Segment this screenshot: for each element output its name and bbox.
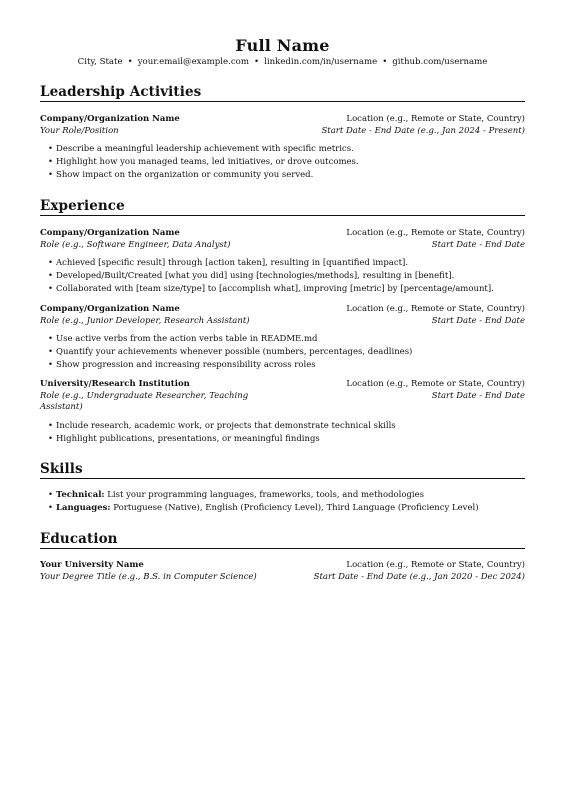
- entry-role: Role (e.g., Junior Developer, Research Assistant): [40, 315, 250, 326]
- list-item: • Highlight publications, presentations, or meaningful findings: [48, 433, 533, 446]
- leadership-entry: [40, 114, 525, 137]
- bullet-separator: •: [382, 57, 388, 67]
- contact-email[interactable]: your.email@example.com: [137, 57, 250, 67]
- leadership-bullets: [40, 143, 533, 182]
- skill-label: Technical:: [56, 490, 105, 500]
- entry-org: Company/Organization Name: [40, 114, 180, 124]
- experience-entry: [40, 228, 525, 251]
- entry-dates: Start Date - End Date: [431, 239, 525, 250]
- entry-location: Location (e.g., Remote or State, Country): [346, 379, 525, 389]
- list-item: • Quantify your achievements whenever possible (numbers, percentages, deadlines): [48, 346, 533, 359]
- skills-list: [40, 489, 533, 515]
- bullet-separator: •: [254, 57, 260, 67]
- experience-bullets: [40, 420, 533, 446]
- entry-location: Location (e.g., Remote or State, Country): [346, 228, 525, 238]
- bullet-separator: •: [127, 57, 133, 67]
- list-item: • Use active verbs from the action verbs table in README.md: [48, 333, 533, 346]
- education-entry: [40, 560, 525, 583]
- entry-role: Role (e.g., Undergraduate Researcher, Teaching Assistant): [40, 390, 249, 412]
- entry-org: Company/Organization Name: [40, 304, 180, 314]
- full-name: Full Name: [235, 36, 330, 55]
- entry-org: University/Research Institution: [40, 379, 190, 389]
- entry-dates: Start Date - End Date (e.g., Jan 2024 - Present): [321, 125, 525, 136]
- entry-role: Role (e.g., Software Engineer, Data Analyst): [40, 239, 231, 250]
- list-item: • Achieved [specific result] through [action taken], resulting in [quantified impact].: [48, 257, 533, 270]
- list-item: • Show progression and increasing responsibility across roles: [48, 359, 533, 372]
- section-title-skills: Skills: [40, 461, 525, 479]
- experience-entry: [40, 304, 525, 327]
- experience-bullets: [40, 257, 533, 296]
- list-item: • Include research, academic work, or projects that demonstrate technical skills: [48, 420, 533, 433]
- list-item: [48, 502, 533, 515]
- section-title-leadership: Leadership Activities: [40, 84, 525, 102]
- contact-github[interactable]: github.com/username: [392, 57, 488, 67]
- experience-bullets: [40, 333, 533, 372]
- entry-degree: Your Degree Title (e.g., B.S. in Computer Science): [40, 571, 257, 582]
- entry-role: Your Role/Position: [40, 125, 119, 136]
- entry-school: Your University Name: [40, 560, 144, 570]
- list-item: • Show impact on the organization or community you served.: [48, 169, 533, 182]
- list-item: • Describe a meaningful leadership achievement with specific metrics.: [48, 143, 533, 156]
- entry-location: Location (e.g., Remote or State, Country): [346, 114, 525, 124]
- list-item: • Highlight how you managed teams, led initiatives, or drove outcomes.: [48, 156, 533, 169]
- entry-org: Company/Organization Name: [40, 228, 180, 238]
- entry-dates: Start Date - End Date: [431, 315, 525, 326]
- list-item: • Developed/Built/Created [what you did] using [technologies/methods], resulting in [benefit].: [48, 270, 533, 283]
- contact-line: [40, 57, 525, 67]
- skill-label: Languages:: [56, 503, 111, 513]
- entry-location: Location (e.g., Remote or State, Country): [346, 304, 525, 314]
- section-title-experience: Experience: [40, 198, 525, 216]
- entry-dates: Start Date - End Date: [431, 390, 525, 401]
- list-item: [48, 489, 533, 502]
- skill-text: Portuguese (Native), English (Proficiency Level), Third Language (Proficiency Level): [113, 503, 479, 513]
- skill-text: List your programming languages, frameworks, tools, and methodologies: [107, 490, 425, 500]
- section-title-education: Education: [40, 531, 525, 549]
- contact-linkedin[interactable]: linkedin.com/in/username: [264, 57, 378, 67]
- entry-dates: Start Date - End Date (e.g., Jan 2020 - Dec 2024): [313, 571, 525, 582]
- contact-location: City, State: [77, 57, 123, 67]
- list-item: • Collaborated with [team size/type] to [accomplish what], improving [metric] by [percentage/amount].: [48, 283, 533, 296]
- entry-location: Location (e.g., Remote or State, Country): [346, 560, 525, 570]
- experience-entry: [40, 379, 525, 414]
